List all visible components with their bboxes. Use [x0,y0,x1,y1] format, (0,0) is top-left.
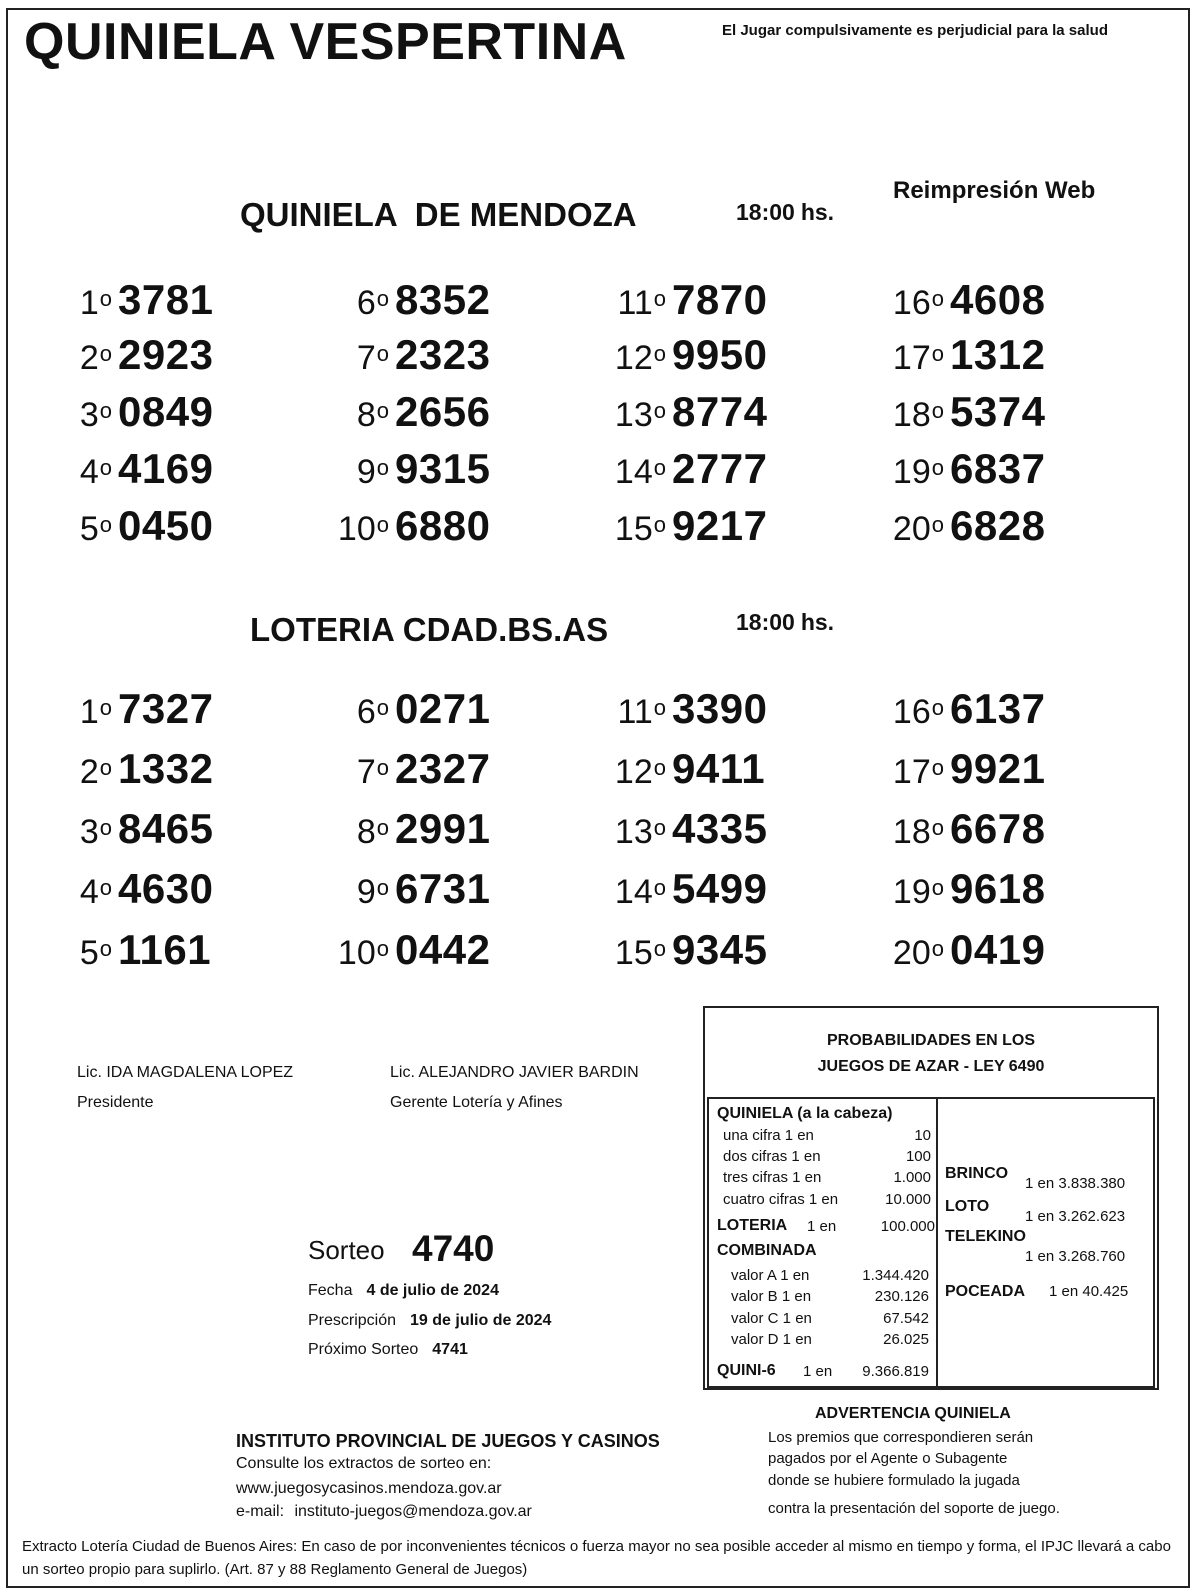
ciudad-result-1 [0,685,298,733]
brinco-prob-label: BRINCO [945,1165,1009,1182]
mendoza-position-number: 1 [79,284,99,322]
mendoza-position-label [552,510,666,549]
ordinal-indicator: o [653,936,666,961]
ciudad-position-label [830,693,944,732]
institute-website-link[interactable]: www.juegosycasinos.mendoza.gov.ar [236,1480,502,1497]
mendoza-drawn-number: 9950 [672,331,768,378]
mendoza-time [736,199,834,226]
signature-2-role: Gerente Lotería y Afines [390,1094,563,1111]
ciudad-position-label [0,693,112,732]
mendoza-position-number: 2 [79,339,99,377]
quiniela-prob-label-1: una cifra 1 en [723,1127,814,1144]
mendoza-position-label [552,284,666,323]
combinada-prob-title: COMBINADA [717,1242,817,1259]
ciudad-position-number: 16 [892,693,931,731]
ciudad-position-label [830,753,944,792]
combinada-prob-label-2: valor B 1 en [731,1288,812,1305]
draw-expiry: 19 de julio de 2024 [410,1312,552,1329]
mendoza-position-label [0,453,112,492]
mendoza-position-label [0,510,112,549]
loteria-prob-label: LOTERIA [717,1217,788,1234]
ciudad-position-label [552,693,666,732]
ciudad-time [736,609,834,636]
mendoza-position-number: 18 [892,396,931,434]
ciudad-position-label [275,693,389,732]
mendoza-drawn-number: 4169 [118,445,214,492]
ciudad-position-number: 9 [356,873,376,911]
advertencia-line-1: Los premios que correspondieren serán [768,1429,1034,1446]
ordinal-indicator: o [931,455,944,480]
mendoza-position-number: 8 [356,396,376,434]
ciudad-position-number: 11 [617,693,653,731]
mendoza-result-11 [552,276,852,324]
mendoza-position-label [275,339,389,378]
ciudad-position-number: 13 [614,813,653,851]
ciudad-result-10 [275,926,575,974]
page-title: QUINIELA VESPERTINA [24,13,627,71]
mendoza-result-14 [552,445,852,493]
mendoza-position-label [552,339,666,378]
advertencia-line-3: donde se hubiere formulado la jugada [768,1472,1020,1489]
institute-email-row [236,1503,532,1521]
mendoza-position-number: 6 [356,284,376,322]
ordinal-indicator: o [99,815,112,840]
mendoza-drawn-number: 0849 [118,388,214,435]
ordinal-indicator: o [931,398,944,423]
signature-1-name: Lic. IDA MAGDALENA LOPEZ [77,1064,294,1081]
mendoza-drawn-number: 9315 [395,445,491,492]
mendoza-drawn-number: 3781 [118,276,214,323]
ciudad-result-7 [275,745,575,793]
ciudad-position-number: 10 [337,934,376,972]
ciudad-position-label [275,753,389,792]
ordinal-indicator: o [653,695,666,720]
ciudad-result-6 [275,685,575,733]
ordinal-indicator: o [931,815,944,840]
combinada-prob-value-4: 26.025 [883,1331,929,1348]
institute-email-link[interactable]: instituto-juegos@mendoza.gov.ar [294,1503,532,1520]
next-draw-number: 4741 [432,1341,468,1358]
ciudad-position-number: 14 [614,873,653,911]
ciudad-drawn-number: 0442 [395,926,491,973]
mendoza-result-3 [0,388,298,436]
reprint-label: Reimpresión Web [893,177,1096,204]
probabilities-table [707,1097,1155,1388]
mendoza-position-number: 7 [356,339,376,377]
mendoza-position-number: 5 [79,510,99,548]
ciudad-drawn-number: 7327 [118,685,214,732]
ciudad-time-value: 18:00 [736,609,795,635]
next-draw-label: Próximo Sorteo [308,1341,419,1358]
ordinal-indicator: o [376,286,389,311]
ciudad-drawn-number: 1161 [118,926,212,973]
mendoza-result-2 [0,331,298,379]
ciudad-result-5 [0,926,298,974]
quiniela-prob-label-3: tres cifras 1 en [723,1169,822,1186]
signature-2-name: Lic. ALEJANDRO JAVIER BARDIN [390,1064,639,1081]
ciudad-drawn-number: 6678 [950,805,1046,852]
ordinal-indicator: o [99,695,112,720]
mendoza-result-17 [830,331,1130,379]
mendoza-position-label [0,339,112,378]
mendoza-result-7 [275,331,575,379]
mendoza-result-20 [830,502,1130,550]
ciudad-position-label [552,813,666,852]
ciudad-position-label [0,873,112,912]
mendoza-position-label [275,396,389,435]
mendoza-position-label [830,510,944,549]
ordinal-indicator: o [653,755,666,780]
mendoza-position-label [0,396,112,435]
mendoza-position-label [275,453,389,492]
ciudad-position-number: 19 [892,873,931,911]
ciudad-position-label [0,753,112,792]
draw-expiry-row [308,1312,551,1330]
mendoza-position-label [275,284,389,323]
signature-1-role: Presidente [77,1094,154,1111]
ordinal-indicator: o [653,455,666,480]
mendoza-title: QUINIELA DE MENDOZA [240,196,637,233]
ciudad-result-14 [552,865,852,913]
probabilities-heading-line-1: PROBABILIDADES EN LOS [826,1032,1035,1049]
mendoza-position-number: 17 [892,339,931,377]
ordinal-indicator: o [376,875,389,900]
ciudad-position-label [0,934,112,973]
ciudad-time-unit: hs. [800,609,835,635]
mendoza-position-number: 16 [892,284,931,322]
ciudad-position-label [275,934,389,973]
ordinal-indicator: o [99,875,112,900]
mendoza-position-number: 9 [356,453,376,491]
mendoza-drawn-number: 2656 [395,388,491,435]
combinada-prob-label-3: valor C 1 en [731,1310,812,1327]
ciudad-drawn-number: 4335 [672,805,768,852]
ciudad-drawn-number: 3390 [672,685,768,732]
ciudad-drawn-number: 9411 [672,745,766,792]
mendoza-drawn-number: 9217 [672,502,768,549]
mendoza-result-8 [275,388,575,436]
ciudad-result-8 [275,805,575,853]
ciudad-result-2 [0,745,298,793]
quiniela-prob-title: QUINIELA (a la cabeza) [717,1105,893,1122]
ciudad-drawn-number: 6731 [395,865,491,912]
ciudad-drawn-number: 2327 [395,745,491,792]
draw-number: 4740 [412,1228,495,1269]
mendoza-result-12 [552,331,852,379]
ciudad-position-number: 4 [79,873,99,911]
ciudad-position-number: 12 [614,753,653,791]
mendoza-position-label [830,284,944,323]
ordinal-indicator: o [99,512,112,537]
ordinal-indicator: o [99,755,112,780]
advertencia-line-4: contra la presentación del soporte de juego. [768,1500,1060,1517]
poceada-prob-value: 1 en 40.425 [1049,1283,1129,1300]
ordinal-indicator: o [99,455,112,480]
mendoza-result-5 [0,502,298,550]
mendoza-position-label [552,396,666,435]
ciudad-position-number: 7 [356,753,376,791]
mendoza-drawn-number: 0450 [118,502,214,549]
institute-consult-text: Consulte los extractos de sorteo en: [236,1455,492,1472]
quiniela-prob-value-3: 1.000 [893,1169,931,1186]
mendoza-drawn-number: 6880 [395,502,491,549]
loteria-prob-value: 100.000 [880,1218,935,1235]
combinada-prob-label-1: valor A 1 en [731,1267,810,1284]
ciudad-position-number: 1 [79,693,99,731]
combinada-prob-value-3: 67.542 [883,1310,929,1327]
quiniela-prob-label-4: cuatro cifras 1 en [723,1191,839,1208]
probabilities-divider [936,1099,938,1386]
mendoza-position-number: 11 [617,284,653,322]
ordinal-indicator: o [376,695,389,720]
mendoza-position-label [830,396,944,435]
ciudad-title: LOTERIA CDAD.BS.AS [250,611,609,648]
mendoza-result-19 [830,445,1130,493]
quini6-prob-value: 9.366.819 [862,1363,929,1380]
probabilities-box [703,1006,1159,1390]
ciudad-result-18 [830,805,1130,853]
mendoza-position-label [0,284,112,323]
ordinal-indicator: o [653,286,666,311]
ordinal-indicator: o [931,755,944,780]
draw-date-label: Fecha [308,1282,353,1299]
poceada-prob-label: POCEADA [945,1283,1026,1300]
ciudad-position-number: 20 [892,934,931,972]
mendoza-position-number: 10 [337,510,376,548]
mendoza-drawn-number: 4608 [950,276,1046,323]
advertencia-title: ADVERTENCIA QUINIELA [815,1405,1011,1422]
quiniela-prob-value-1: 10 [914,1127,931,1144]
mendoza-position-label [830,339,944,378]
ordinal-indicator: o [376,936,389,961]
ciudad-position-label [552,753,666,792]
mendoza-result-6 [275,276,575,324]
mendoza-position-number: 19 [892,453,931,491]
mendoza-position-number: 3 [79,396,99,434]
mendoza-result-4 [0,445,298,493]
ciudad-position-number: 18 [892,813,931,851]
next-draw-row [308,1341,468,1359]
ciudad-position-number: 17 [892,753,931,791]
draw-expiry-label: Prescripción [308,1312,397,1329]
ciudad-result-15 [552,926,852,974]
ciudad-position-label [830,813,944,852]
gambling-warning: El Jugar compulsivamente es perjudicial para la salud [722,22,1108,39]
ciudad-position-label [275,813,389,852]
ciudad-result-17 [830,745,1130,793]
institute-title: INSTITUTO PROVINCIAL DE JUEGOS Y CASINOS [236,1431,660,1451]
ordinal-indicator: o [653,512,666,537]
ciudad-position-number: 15 [614,934,653,972]
brinco-prob-value: 1 en 3.838.380 [1025,1175,1126,1192]
mendoza-result-15 [552,502,852,550]
ciudad-position-label [552,873,666,912]
ciudad-result-11 [552,685,852,733]
ciudad-position-label [0,813,112,852]
combinada-prob-label-4: valor D 1 en [731,1331,812,1348]
ordinal-indicator: o [99,398,112,423]
ciudad-drawn-number: 5499 [672,865,768,912]
ciudad-result-3 [0,805,298,853]
ordinal-indicator: o [376,341,389,366]
mendoza-drawn-number: 1312 [950,331,1046,378]
mendoza-result-10 [275,502,575,550]
mendoza-result-18 [830,388,1130,436]
ordinal-indicator: o [376,755,389,780]
mendoza-result-9 [275,445,575,493]
quiniela-prob-label-2: dos cifras 1 en [723,1148,821,1165]
ciudad-drawn-number: 6137 [950,685,1046,732]
ciudad-position-number: 6 [356,693,376,731]
advertencia-line-2: pagados por el Agente o Subagente [768,1450,1008,1467]
mendoza-position-label [830,453,944,492]
mendoza-drawn-number: 8352 [395,276,491,323]
combinada-prob-value-2: 230.126 [874,1288,929,1305]
telekino-prob-value: 1 en 3.268.760 [1025,1248,1126,1265]
mendoza-result-13 [552,388,852,436]
ciudad-drawn-number: 1332 [118,745,214,792]
loteria-prob-mid: 1 en [807,1218,837,1235]
quini6-prob-mid: 1 en [803,1363,833,1380]
quiniela-prob-value-2: 100 [905,1148,931,1165]
mendoza-drawn-number: 5374 [950,388,1046,435]
probabilities-heading [705,1028,1157,1080]
ordinal-indicator: o [931,512,944,537]
ordinal-indicator: o [376,512,389,537]
mendoza-result-16 [830,276,1130,324]
ciudad-drawn-number: 9618 [950,865,1046,912]
mendoza-time-unit: hs. [800,199,835,225]
ciudad-result-12 [552,745,852,793]
mendoza-drawn-number: 2323 [395,331,491,378]
ciudad-position-number: 5 [79,934,99,972]
quini6-prob-label: QUINI-6 [717,1362,776,1379]
ordinal-indicator: o [931,875,944,900]
ciudad-position-label [830,873,944,912]
ciudad-position-number: 2 [79,753,99,791]
ciudad-drawn-number: 0419 [950,926,1046,973]
mendoza-drawn-number: 7870 [672,276,768,323]
ordinal-indicator: o [931,936,944,961]
mendoza-drawn-number: 2923 [118,331,214,378]
quiniela-prob-value-4: 10.000 [885,1191,931,1208]
ordinal-indicator: o [376,455,389,480]
ciudad-result-20 [830,926,1130,974]
ciudad-position-label [275,873,389,912]
mendoza-position-label [552,453,666,492]
loto-prob-label: LOTO [945,1198,990,1215]
draw-label: Sorteo [308,1235,385,1265]
ordinal-indicator: o [376,398,389,423]
mendoza-drawn-number: 2777 [672,445,768,492]
ciudad-drawn-number: 0271 [395,685,491,732]
ciudad-position-number: 8 [356,813,376,851]
footer-note: Extracto Lotería Ciudad de Buenos Aires: En caso de por inconvenientes técnicos o fuerza mayor no sea posible acceder al mismo en tiempo y forma, el IPJC llevará a cabo un sorteo propio para suplirlo. (Art. 87 y 88 Reglamento General de Juegos) [22,1538,1171,1578]
mendoza-position-number: 15 [614,510,653,548]
ordinal-indicator: o [99,341,112,366]
ciudad-drawn-number: 9921 [950,745,1046,792]
ordinal-indicator: o [376,815,389,840]
ordinal-indicator: o [653,875,666,900]
combinada-prob-value-1: 1.344.420 [862,1267,929,1284]
ordinal-indicator: o [931,695,944,720]
mendoza-position-label [275,510,389,549]
mendoza-position-number: 20 [892,510,931,548]
ciudad-position-number: 3 [79,813,99,851]
mendoza-position-number: 12 [614,339,653,377]
ciudad-result-19 [830,865,1130,913]
ciudad-drawn-number: 8465 [118,805,214,852]
mendoza-drawn-number: 6828 [950,502,1046,549]
ordinal-indicator: o [99,286,112,311]
mendoza-result-1 [0,276,298,324]
ordinal-indicator: o [931,341,944,366]
mendoza-time-value: 18:00 [736,199,795,225]
draw-date-row [308,1282,499,1300]
mendoza-position-number: 14 [614,453,653,491]
mendoza-position-number: 4 [79,453,99,491]
ordinal-indicator: o [931,286,944,311]
ciudad-result-16 [830,685,1130,733]
ciudad-result-9 [275,865,575,913]
ciudad-drawn-number: 4630 [118,865,214,912]
mendoza-drawn-number: 6837 [950,445,1046,492]
ciudad-position-label [830,934,944,973]
ciudad-drawn-number: 2991 [395,805,491,852]
draw-date: 4 de julio de 2024 [366,1282,499,1299]
ciudad-result-13 [552,805,852,853]
institute-email-label: e-mail: [236,1503,285,1520]
mendoza-drawn-number: 8774 [672,388,768,435]
ordinal-indicator: o [653,398,666,423]
ciudad-position-label [552,934,666,973]
mendoza-position-number: 13 [614,396,653,434]
ordinal-indicator: o [653,815,666,840]
ciudad-drawn-number: 9345 [672,926,768,973]
ordinal-indicator: o [653,341,666,366]
telekino-prob-label: TELEKINO [945,1228,1026,1245]
ciudad-result-4 [0,865,298,913]
ordinal-indicator: o [99,936,112,961]
loto-prob-value: 1 en 3.262.623 [1025,1208,1126,1225]
probabilities-heading-line-2: JUEGOS DE AZAR - LEY 6490 [817,1058,1045,1075]
